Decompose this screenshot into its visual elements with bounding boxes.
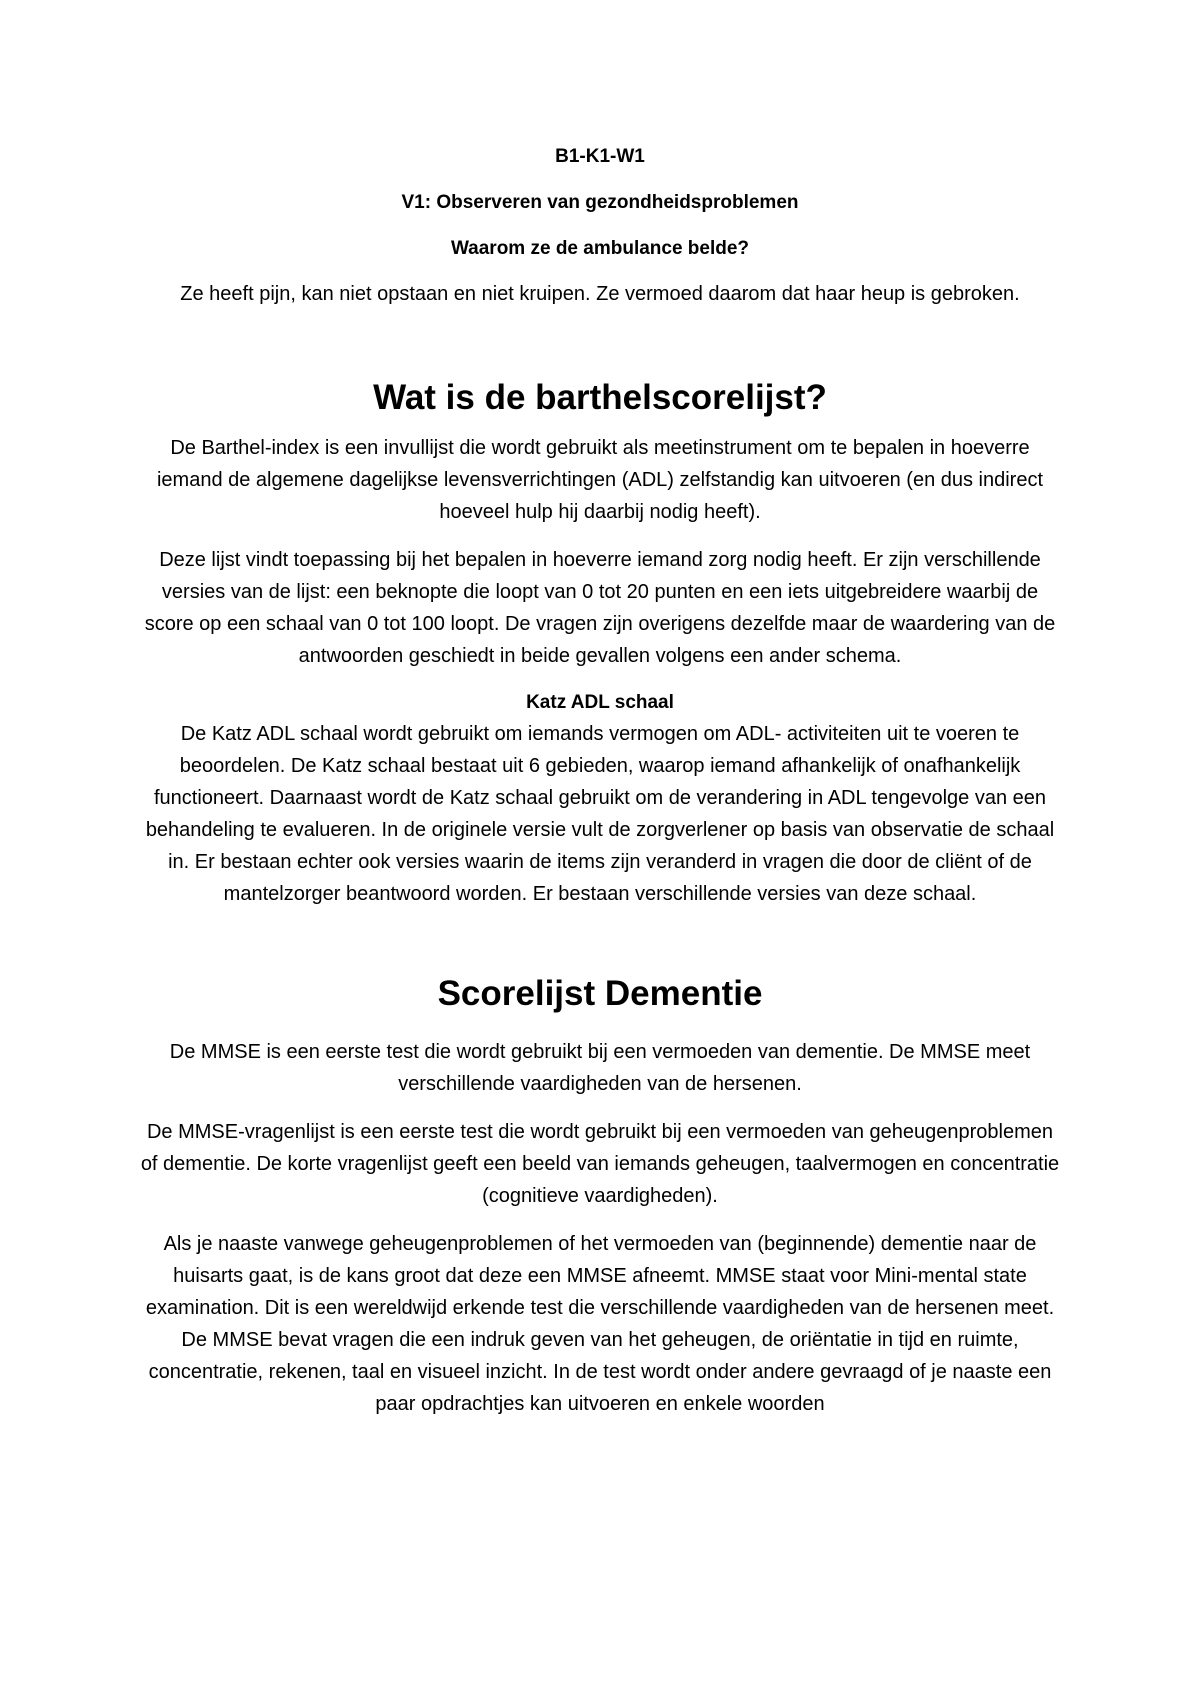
- dementie-heading: Scorelijst Dementie: [437, 974, 763, 1013]
- assignment-subtitle: V1: Observeren van gezondheidsproblemen: [401, 192, 799, 213]
- document-content: [140, 142, 1060, 1420]
- assignment-code: B1-K1-W1: [555, 146, 645, 167]
- dementie-paragraph-1: De MMSE is een eerste test die wordt gebruikt bij een vermoeden van dementie. De MMSE meet verschillende vaardigheden van de hersenen.: [169, 1041, 1031, 1095]
- katz-paragraph: De Katz ADL schaal wordt gebruikt om iemands vermogen om ADL- activiteiten uit te voeren te beoordelen. De Katz schaal bestaat uit 6 gebieden, waarop iemand afhankelijk of onafhankelijk functioneert. Daarnaast wordt de Katz schaal gebruikt om de verandering in ADL tengevolge van een behandeling te evalueren. In de originele versie vult de zorgverlener op basis van observatie de schaal in. Er bestaan echter ook versies waarin de items zijn veranderd in vragen die door de cliënt of de mantelzorger beantwoord worden. Er bestaan verschillende versies van deze schaal.: [145, 723, 1055, 905]
- question-answer: Ze heeft pijn, kan niet opstaan en niet kruipen. Ze vermoed daarom dat haar heup is gebroken.: [180, 283, 1020, 305]
- barthel-paragraph-1: De Barthel-index is een invullijst die wordt gebruikt als meetinstrument om te bepalen in hoeverre iemand de algemene dagelijkse levensverrichtingen (ADL) zelfstandig kan uitvoeren (en dus indirect hoeveel hulp hij daarbij nodig heeft).: [156, 437, 1044, 523]
- question-heading: Waarom ze de ambulance belde?: [450, 238, 750, 259]
- dementie-paragraph-2: De MMSE-vragenlijst is een eerste test die wordt gebruikt bij een vermoeden van geheugenproblemen of dementie. De korte vragenlijst geeft een beeld van iemands geheugen, taalvermogen en concentratie (cognitieve vaardigheden).: [140, 1121, 1060, 1207]
- katz-title: Katz ADL schaal: [526, 692, 674, 713]
- barthel-heading: Wat is de barthelscorelijst?: [373, 378, 827, 417]
- barthel-paragraph-2: Deze lijst vindt toepassing bij het bepalen in hoeverre iemand zorg nodig heeft. Er zijn verschillende versies van de lijst: een beknopte die loopt van 0 tot 20 punten en een iets uitgebreidere waarbij de score op een schaal van 0 tot 100 loopt. De vragen zijn overigens dezelfde maar de waardering van de antwoorden geschiedt in beide gevallen volgens een ander schema.: [144, 549, 1056, 667]
- dementie-paragraph-3: Als je naaste vanwege geheugenproblemen of het vermoeden van (beginnende) dementie naar de huisarts gaat, is de kans groot dat deze een MMSE afneemt. MMSE staat voor Mini-mental state examination. Dit is een wereldwijd erkende test die verschillende vaardigheden van de hersenen meet. De MMSE bevat vragen die een indruk geven van het geheugen, de oriëntatie in tijd en ruimte, concentratie, rekenen, taal en visueel inzicht. In de test wordt onder andere gevraagd of je naaste een paar opdrachtjes kan uitvoeren en enkele woorden: [145, 1233, 1055, 1415]
